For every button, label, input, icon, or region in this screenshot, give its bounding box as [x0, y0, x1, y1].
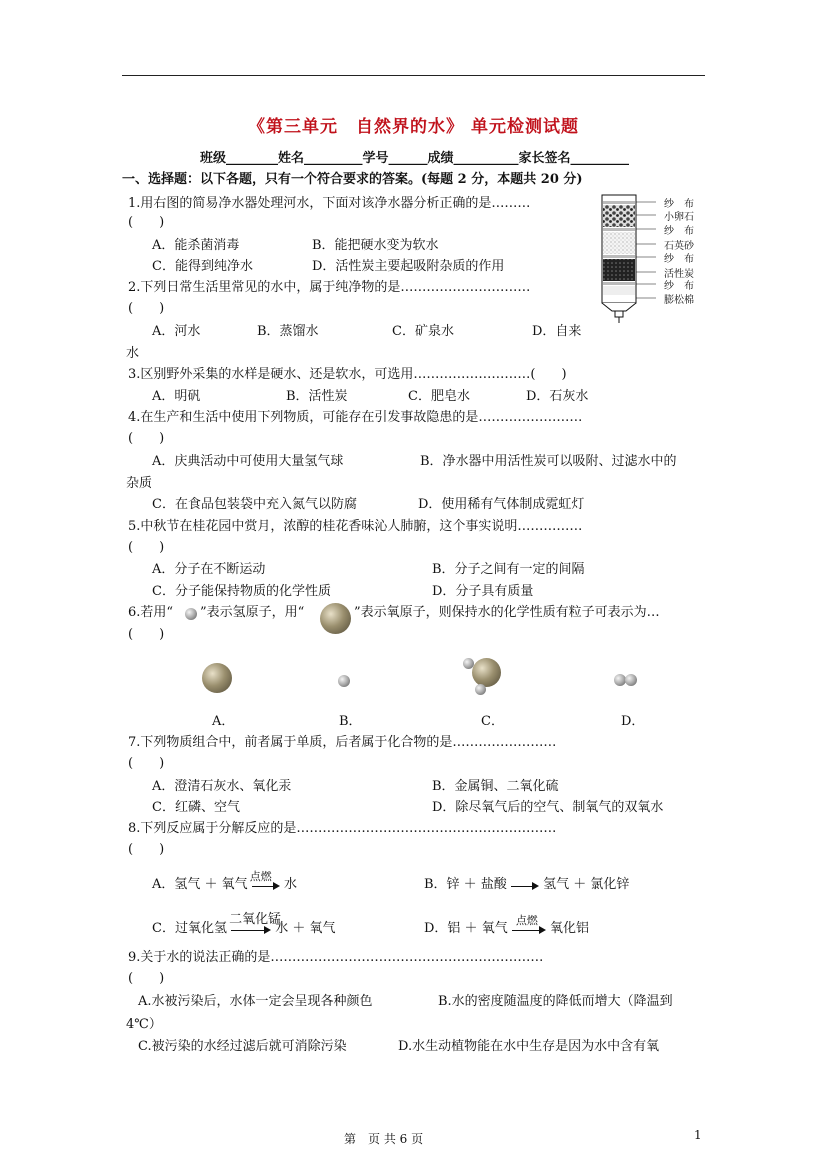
- answer-paren: ( ): [128, 842, 165, 857]
- option-b-reactants: B．锌 ＋ 盐酸: [424, 877, 507, 892]
- option-c: C．在食品包装袋中充入氮气以防腐: [152, 497, 357, 512]
- option-b-label: B．: [339, 714, 362, 729]
- option-a: A．能杀菌消毒: [152, 238, 240, 253]
- option-c: C．矿泉水: [392, 324, 454, 339]
- option-a: A．澄清石灰水、氧化汞: [152, 779, 292, 794]
- option-d: D．除尽氧气后的空气、制氧气的双氧水: [432, 800, 664, 815]
- option-c: C．分子能保持物质的化学性质: [152, 584, 331, 599]
- question-8-stem: 8.下列反应属于分解反应的是……………………………………………………: [128, 821, 557, 836]
- page-number: 1: [694, 1128, 702, 1142]
- option-d: D．自来: [532, 324, 582, 339]
- answer-paren: ( ): [128, 971, 165, 986]
- answer-paren: ( ): [128, 756, 165, 771]
- option-c-water-molecule-hydrogen: [475, 684, 486, 695]
- option-d: D．使用稀有气体制成霓虹灯: [418, 497, 585, 512]
- filter-label: 膨松棉: [664, 295, 694, 306]
- option-b-hydrogen-atom: [338, 675, 350, 687]
- filter-label: 小卵石: [664, 212, 694, 223]
- option-a: A.水被污染后，水体一定会呈现各种颜色: [138, 994, 373, 1009]
- option-d-reactants: D．铝 ＋ 氧气: [424, 921, 508, 936]
- reaction-arrow-icon: [511, 878, 539, 892]
- option-d-products: 氧化铝: [549, 921, 589, 936]
- option-b-continued: 杂质: [126, 476, 153, 491]
- option-c: C．肥皂水: [408, 389, 470, 404]
- answer-paren: ( ): [128, 301, 165, 316]
- filter-label: 石英砂: [664, 241, 694, 252]
- option-c-label: C．: [481, 714, 504, 729]
- option-a: A．明矾: [152, 389, 201, 404]
- option-a-equation: [152, 869, 297, 892]
- option-d-label: D．: [621, 714, 645, 729]
- answer-paren: ( ): [128, 627, 165, 642]
- question-6-stem-c: ”表示氧原子，则保持水的化学性质有粒子可表示为…: [354, 605, 660, 620]
- option-a-oxygen-atom: [202, 663, 232, 693]
- page-title: 《第三单元 自然界的水》 单元检测试题: [248, 117, 579, 137]
- option-c-water-molecule-oxygen: [472, 658, 501, 687]
- option-a-label: A．: [212, 714, 235, 729]
- option-c-equation: [152, 911, 336, 936]
- option-d: D.水生动植物能在水中生存是因为水中含有氧: [398, 1039, 660, 1054]
- option-b: B．金属铜、二氧化硫: [432, 779, 559, 794]
- option-c-reactants: C．过氧化氢: [152, 921, 227, 936]
- header-fields: 班级________姓名_________学号______成绩__________家长签名_________: [200, 151, 630, 166]
- section-heading: 一、选择题：以下各题，只有一个符合要求的答案。(每题 2 分，本题共 20 分): [122, 172, 583, 187]
- water-filter-figure: [598, 193, 713, 323]
- option-a: A．庆典活动中可使用大量氢气球: [152, 454, 344, 469]
- option-a: A．河水: [152, 324, 201, 339]
- reaction-condition: 二氧化锰: [229, 911, 282, 927]
- option-b: B．分子之间有一定的间隔: [432, 562, 585, 577]
- option-c: C．能得到纯净水: [152, 259, 253, 274]
- option-d-hydrogen-molecule-atom: [625, 674, 637, 686]
- question-6-stem-b: ”表示氢原子，用“: [200, 605, 305, 620]
- question-2-stem: 2.下列日常生活里常见的水中，属于纯净物的是…………………………: [128, 280, 531, 295]
- option-b: B．活性炭: [286, 389, 348, 404]
- option-c: C.被污染的水经过滤后就可消除污染: [138, 1039, 347, 1054]
- answer-paren: ( ): [128, 540, 165, 555]
- option-b-continued: 4℃）: [126, 1017, 162, 1032]
- page-footer: 第 页 共 6 页: [344, 1132, 424, 1146]
- option-b-products: 氢气 ＋ 氯化锌: [543, 877, 630, 892]
- option-a: A．分子在不断运动: [152, 562, 266, 577]
- option-b-equation: [424, 873, 629, 892]
- reaction-arrow-icon: [229, 911, 282, 936]
- option-a-products: 水: [283, 877, 297, 892]
- option-d-equation: [424, 913, 589, 936]
- option-c-water-molecule-hydrogen: [463, 658, 474, 669]
- option-b: B．蒸馏水: [257, 324, 319, 339]
- question-5-stem: 5.中秋节在桂花园中赏月，浓醇的桂花香味沁人肺腑，这个事实说明……………: [128, 519, 583, 534]
- hydrogen-atom-icon: [185, 608, 197, 620]
- option-d: D．活性炭主要起吸附杂质的作用: [312, 259, 505, 274]
- option-b: B.水的密度随温度的降低而增大（降温到: [438, 994, 673, 1009]
- question-7-stem: 7.下列物质组合中，前者属于单质，后者属于化合物的是……………………: [128, 735, 557, 750]
- question-9-stem: 9.关于水的说法正确的是………………………………………………………: [128, 950, 544, 965]
- top-rule: [122, 75, 705, 76]
- option-d-continued: 水: [126, 346, 140, 361]
- option-d: D．石灰水: [526, 389, 589, 404]
- question-4-stem: 4.在生产和生活中使用下列物质，可能存在引发事故隐患的是……………………: [128, 410, 583, 425]
- question-1-stem: 1.用右图的简易净水器处理河水，下面对该净水器分析正确的是………: [128, 196, 531, 211]
- filter-label: 纱 布: [664, 281, 694, 292]
- answer-paren: ( ): [128, 431, 165, 446]
- filter-label: 活性炭: [664, 269, 694, 280]
- filter-label: 纱 布: [664, 226, 694, 237]
- option-c: C．红磷、空气: [152, 800, 240, 815]
- option-b: B．净水器中用活性炭可以吸附、过滤水中的: [420, 454, 677, 469]
- question-6-stem-a: 6.若用“: [128, 605, 174, 620]
- filter-label: 纱 布: [664, 254, 694, 265]
- reaction-arrow-icon: [249, 869, 280, 892]
- option-d: D．分子具有质量: [432, 584, 534, 599]
- filter-label: 纱 布: [664, 199, 694, 210]
- reaction-condition: 点燃: [515, 913, 538, 927]
- question-3-stem: 3.区别野外采集的水样是硬水、还是软水，可选用………………………( ): [128, 367, 567, 382]
- option-c-products: 水 ＋ 氧气: [275, 921, 336, 936]
- reaction-condition: 点燃: [249, 869, 272, 883]
- filter-diagram: [598, 193, 713, 323]
- reaction-arrow-icon: [512, 913, 546, 936]
- answer-paren: ( ): [128, 215, 165, 230]
- oxygen-atom-icon: [320, 603, 351, 634]
- option-a-reactants: A．氢气 ＋ 氧气: [152, 877, 248, 892]
- option-b: B．能把硬水变为软水: [312, 238, 439, 253]
